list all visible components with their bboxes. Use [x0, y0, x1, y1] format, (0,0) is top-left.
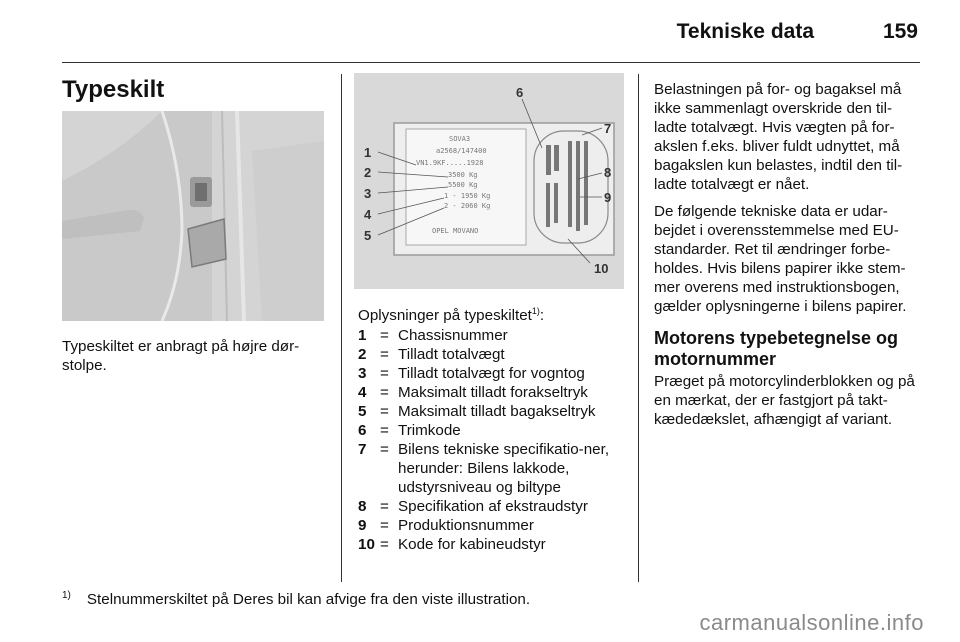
page-number: 159 — [882, 20, 918, 43]
list-item-number: 3 — [358, 365, 367, 382]
list-item — [358, 440, 630, 497]
plate-line-7: 2 - 2060 Kg — [444, 202, 491, 210]
list-item-text: Kode for kabineudstyr — [398, 536, 546, 553]
footnote-text: Stelnummerskiltet på Deres bil kan afvige fra den viste illustration. — [86, 591, 531, 609]
list-intro-colon: : — [539, 307, 545, 325]
column-divider-right — [638, 74, 639, 582]
list-item-text: Trimkode — [398, 422, 461, 439]
list-item-number: 8 — [358, 498, 367, 515]
list-item-equals: = — [380, 517, 389, 534]
list-item-equals: = — [380, 536, 389, 553]
list-item — [358, 364, 630, 383]
type-plate-diagram — [354, 73, 624, 289]
type-plate-legend — [358, 326, 630, 554]
list-item-number: 4 — [358, 384, 367, 401]
list-item-equals: = — [380, 422, 389, 439]
column-divider-left — [341, 74, 342, 582]
door-pillar-caption: Typeskiltet er anbragt på højre dør-stolpe. — [62, 338, 300, 374]
watermark: carmanualsonline.info — [699, 610, 924, 635]
list-intro — [358, 302, 628, 325]
list-item — [358, 516, 630, 535]
list-item — [358, 535, 630, 554]
list-item-text: Tilladt totalvægt — [398, 346, 505, 363]
eu-standards-paragraph: De følgende tekniske data er udar-bejdet i overensstemmelse med EU-standarder. Ret til ændringer forbe-holdes. Hvis bilens papirer ikke stem-mer overens med instruktionsbogen, gælder oplysningerne i bilens papirer. — [654, 203, 907, 315]
list-item — [358, 402, 630, 421]
callout-10: 10 — [594, 261, 609, 276]
plate-line-8: OPEL MOVANO — [432, 227, 479, 235]
callout-9: 9 — [604, 190, 612, 205]
list-item — [358, 326, 630, 345]
plate-line-3: VN1.9KF.....1928 — [416, 159, 484, 167]
axle-load-paragraph: Belastningen på for- og bagaksel må ikke sammenlagt overskride den til-ladte totalvægt. Hvis vægten på for-akslen f.eks. bliver fuldt udnyttet, må bagakslen kun belastes, indtil den til-ladte totalvægt er nået. — [654, 81, 903, 193]
callout-7: 7 — [604, 121, 612, 136]
callout-2: 2 — [364, 165, 372, 180]
callout-6: 6 — [516, 85, 524, 100]
list-item-text: Chassisnummer — [398, 327, 508, 344]
list-item-equals: = — [380, 441, 389, 458]
list-item-number: 7 — [358, 441, 367, 458]
footnote-mark: 1) — [62, 590, 71, 601]
list-item-equals: = — [380, 498, 389, 515]
list-item-equals: = — [380, 346, 389, 363]
engine-number-paragraph: Præget på motorcylinderblokken og på en mærkat, der er fastgjort på takt-kædedækslet, afhængigt af variant. — [654, 373, 915, 428]
right-column — [654, 80, 924, 437]
plate-line-6: 1 - 1950 Kg — [444, 192, 491, 200]
callout-5: 5 — [364, 228, 372, 243]
footnote — [62, 590, 530, 608]
list-intro-text: Oplysninger på typeskiltet — [358, 307, 532, 325]
list-item-number: 2 — [358, 346, 367, 363]
list-item — [358, 497, 630, 516]
list-item-equals: = — [380, 327, 389, 344]
list-item-equals: = — [380, 384, 389, 401]
list-item-equals: = — [380, 403, 389, 420]
section-title: Typeskilt — [62, 76, 165, 103]
door-pillar-illustration — [62, 111, 324, 321]
list-item-number: 9 — [358, 517, 367, 534]
plate-line-2: a2568/147400 — [436, 147, 487, 155]
list-item-text: Maksimalt tilladt bagakseltryk — [398, 403, 596, 420]
list-item-text: Specifikation af ekstraudstyr — [398, 498, 588, 515]
callout-4: 4 — [364, 207, 372, 222]
list-item-text: Tilladt totalvægt for vogntog — [398, 365, 585, 382]
list-item-text: Maksimalt tilladt forakseltryk — [398, 384, 588, 401]
list-item — [358, 383, 630, 402]
engine-number-heading: Motorens typebetegnelse og motornummer — [654, 328, 899, 369]
plate-line-1: SOVA3 — [449, 135, 471, 143]
plate-line-4: 3500 Kg — [448, 171, 478, 179]
list-item-number: 5 — [358, 403, 367, 420]
list-item-text: Bilens tekniske specifikatio-ner, herunder: Bilens lakkode, udstyrsniveau og biltype — [398, 441, 610, 496]
list-item-text: Produktionsnummer — [398, 517, 534, 534]
list-item — [358, 345, 630, 364]
header-rule — [62, 62, 920, 63]
list-item-equals: = — [380, 365, 389, 382]
list-item — [358, 421, 630, 440]
header-title: Tekniske data — [676, 20, 814, 43]
list-item-number: 10 — [358, 536, 375, 553]
callout-3: 3 — [364, 186, 372, 201]
list-intro-footnote-ref: 1) — [531, 306, 540, 316]
list-item-number: 1 — [358, 327, 367, 344]
callout-8: 8 — [604, 165, 612, 180]
callout-1: 1 — [364, 145, 372, 160]
plate-line-5: 5500 Kg — [448, 181, 478, 189]
list-item-number: 6 — [358, 422, 367, 439]
